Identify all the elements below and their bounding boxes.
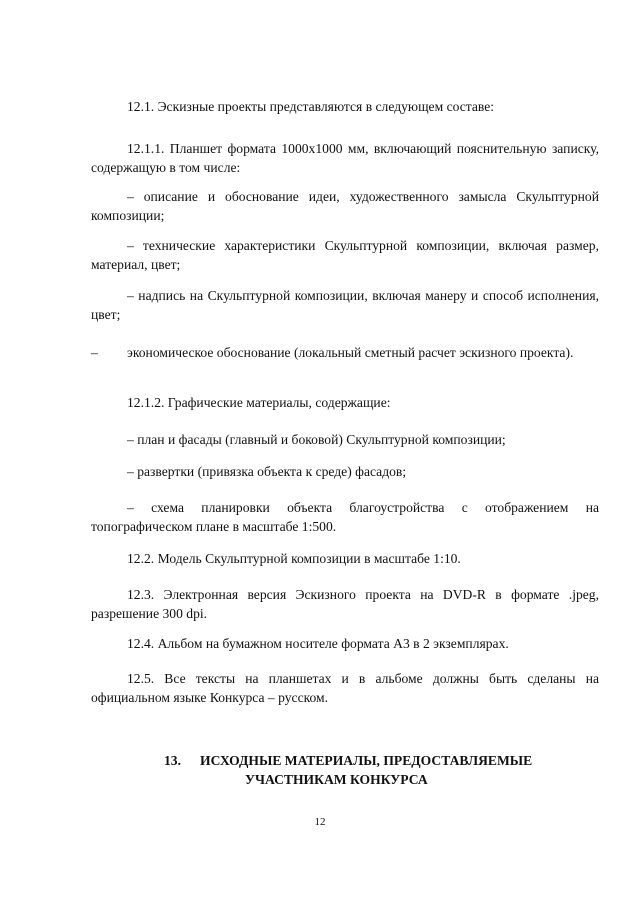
list-item-technical-specs: – технические характеристики Скульптурной композиции, включая размер, материал, цвет; [91, 238, 599, 272]
list-item-inscription: – надпись на Скульптурной композиции, включая манеру и способ исполнения, цвет; [91, 288, 599, 322]
paragraph-12-2: 12.2. Модель Скульптурной композиции в масштабе 1:10. [127, 551, 461, 566]
list-item-developments: – развертки (привязка объекта к среде) фасадов; [127, 464, 407, 479]
paragraph-12-1: 12.1. Эскизные проекты представляются в следующем составе: [127, 99, 495, 114]
section-number: 13. [164, 753, 181, 768]
paragraph-12-5: 12.5. Все тексты на планшетах и в альбоме должны быть сделаны на официальном языке Конкурса – русском. [91, 671, 599, 705]
paragraph-12-4: 12.4. Альбом на бумажном носителе формата А3 в 2 экземплярах. [127, 636, 509, 651]
paragraph-12-1-2: 12.1.2. Графические материалы, содержащие: [127, 395, 391, 410]
list-item-plan-facades: – план и фасады (главный и боковой) Скульптурной композиции; [127, 432, 506, 447]
paragraph-12-3: 12.3. Электронная версия Эскизного проекта на DVD-R в формате .jpeg, разрешение 300 dpi. [91, 587, 599, 621]
list-marker-dash: – [91, 345, 98, 360]
page-number: 12 [314, 816, 326, 828]
list-item-layout-scheme: – схема планировки объекта благоустройства с отображением на топографическом плане в масштабе 1:500. [91, 500, 599, 534]
paragraph-12-1-1: 12.1.1. Планшет формата 1000x1000 мм, включающий пояснительную записку, содержащую в том числе: [91, 141, 599, 175]
section-title-line2: УЧАСТНИКАМ КОНКУРСА [245, 772, 428, 787]
section-title-line1: ИСХОДНЫЕ МАТЕРИАЛЫ, ПРЕДОСТАВЛЯЕМЫЕ [200, 753, 533, 768]
list-item-economic-justification: экономическое обоснование (локальный сметный расчет эскизного проекта). [127, 345, 574, 360]
list-item-idea-description: – описание и обоснование идеи, художественного замысла Скульптурной композиции; [91, 189, 599, 223]
